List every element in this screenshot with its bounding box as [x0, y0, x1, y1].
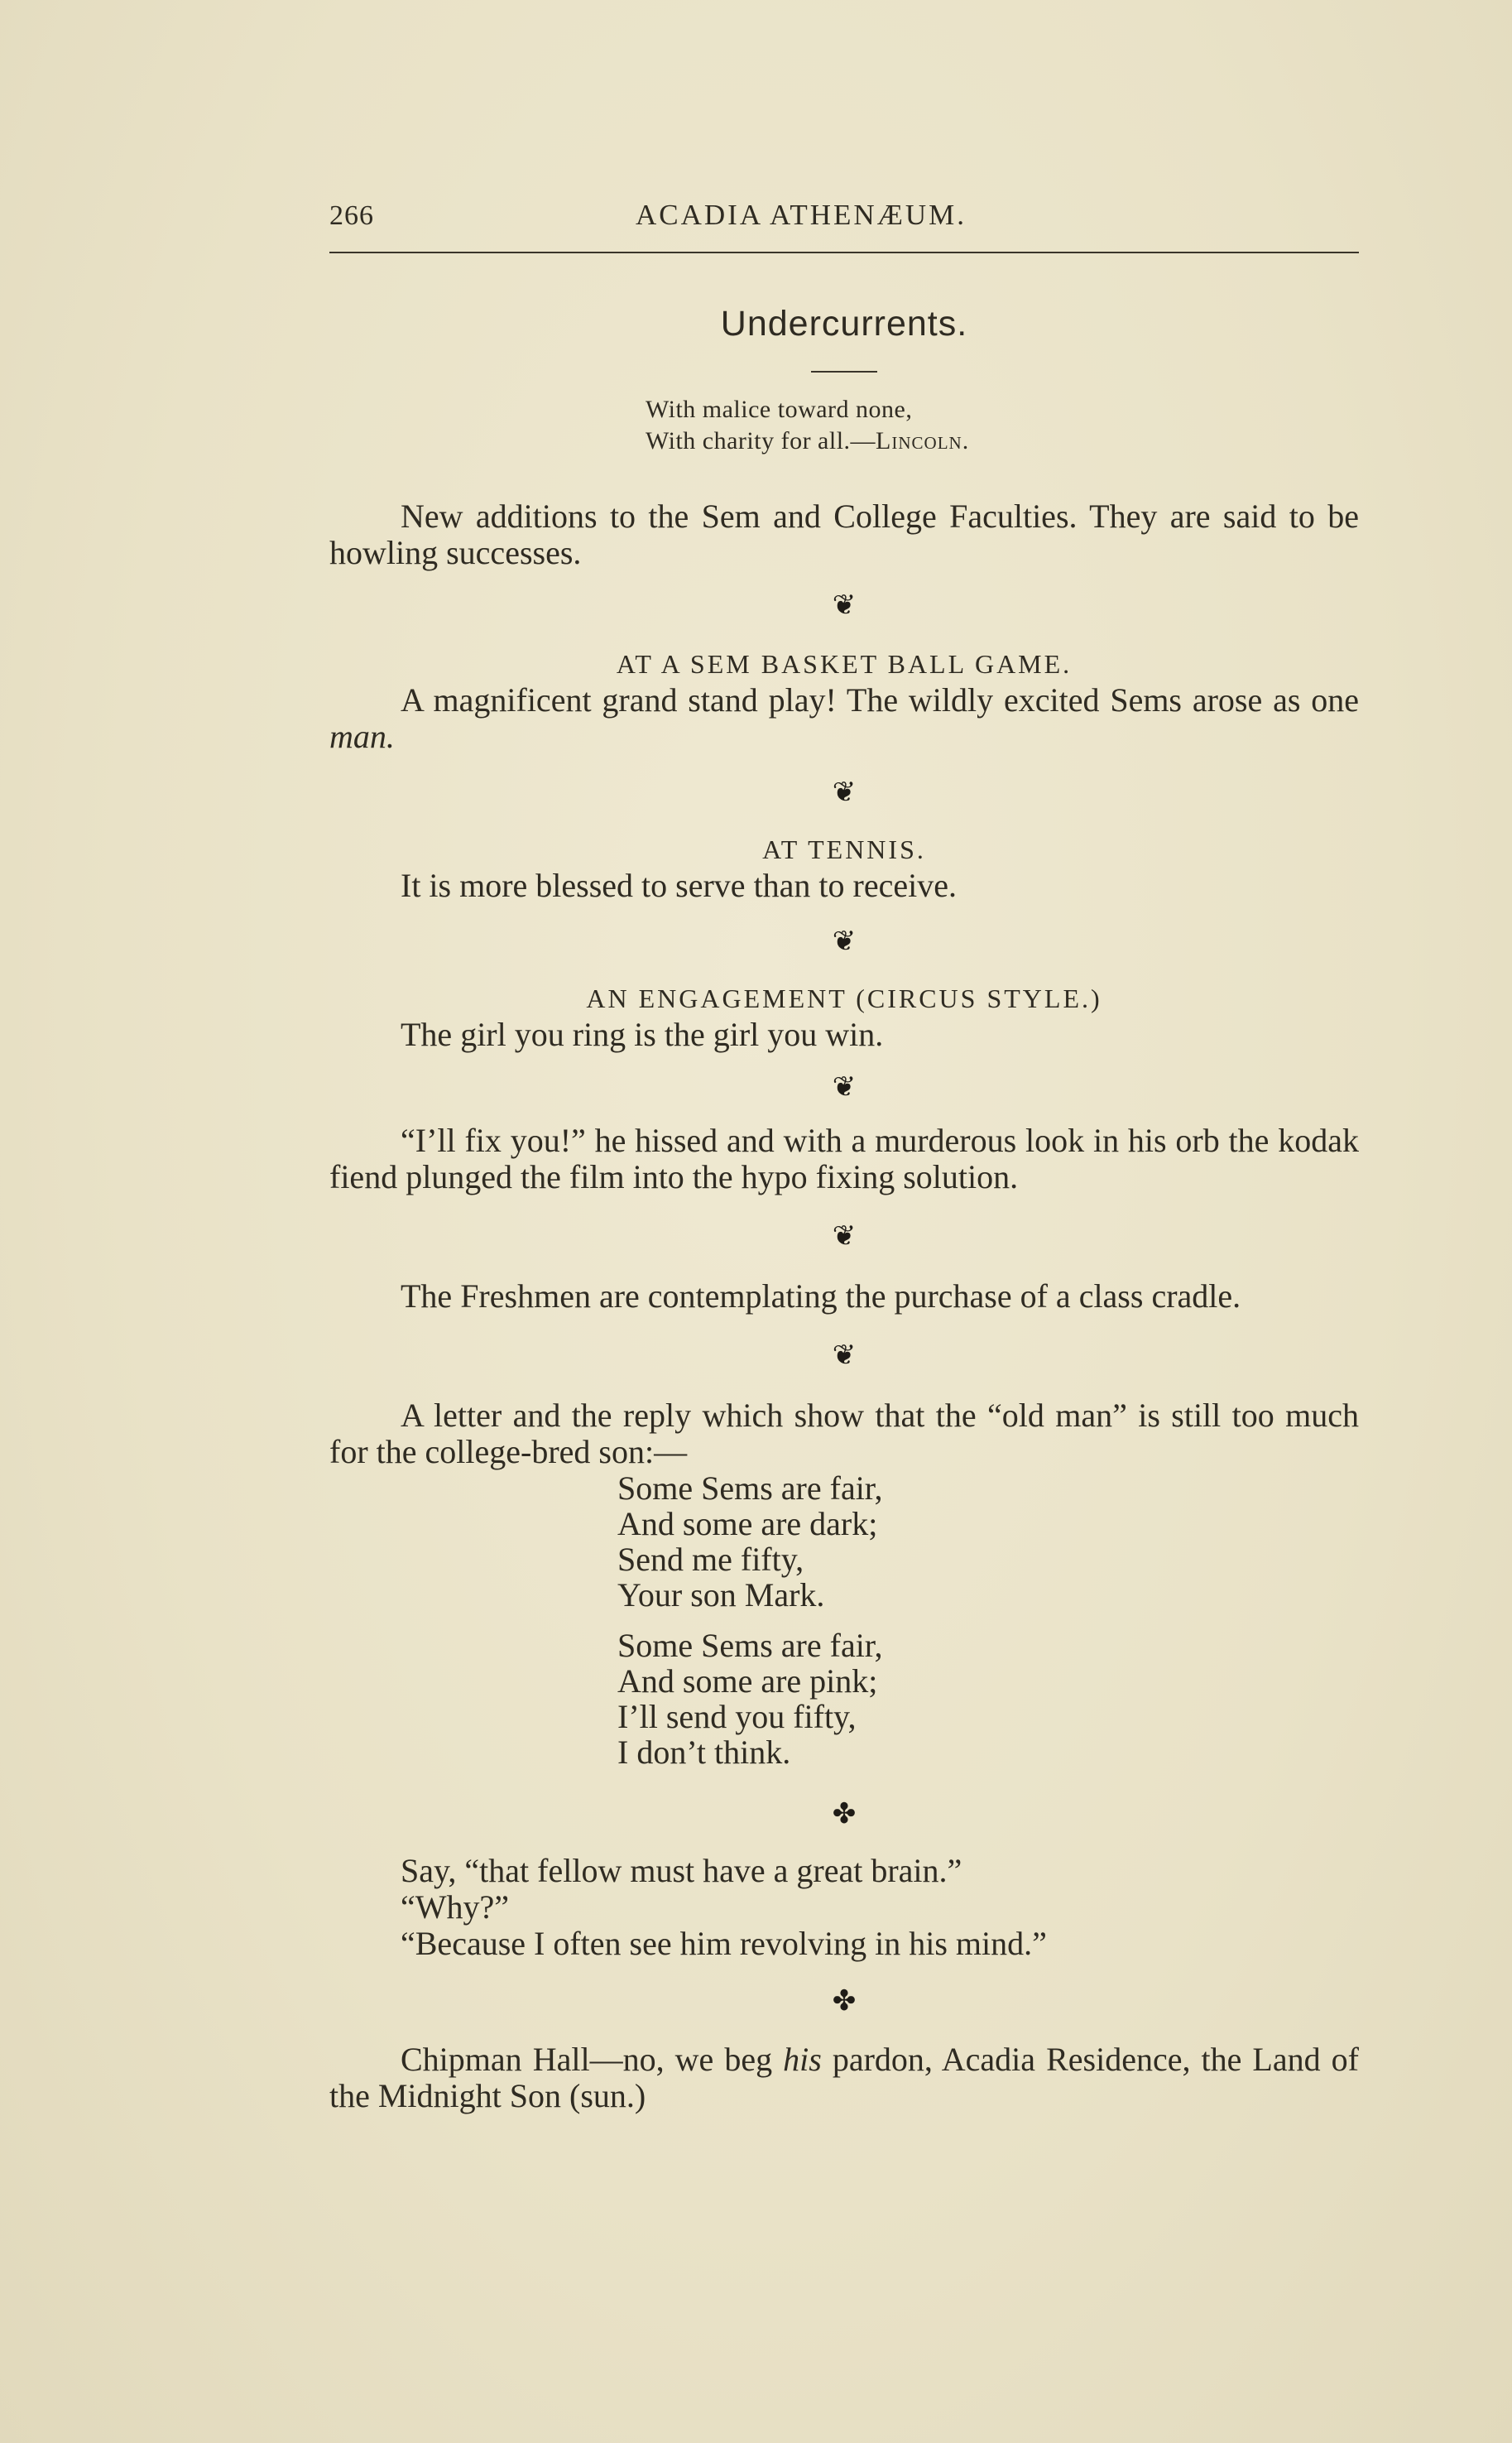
leaf-divider-icon: ❦	[832, 1072, 857, 1103]
epigraph	[646, 394, 1359, 457]
fleuron-divider-icon: ✤	[832, 1986, 857, 2017]
chipman-text-b: pardon, Acadia Residence, the Land of the Midnight Son (sun.)	[329, 2041, 1359, 2114]
verse-stanza-2	[617, 1628, 1359, 1770]
item-tennis: It is more blessed to serve than to receive.	[401, 867, 957, 904]
item-freshmen: The Freshmen are contemplating the purchase of a class cradle.	[401, 1277, 1241, 1315]
brain-line-3: “Because I often see him revolving in his mind.”	[401, 1925, 1047, 1962]
verse-line: Your son Mark.	[617, 1576, 825, 1613]
page-header	[329, 199, 1359, 252]
verse-line: And some are pink;	[617, 1662, 878, 1700]
heading-engagement: AN ENGAGEMENT (CIRCUS STYLE.)	[586, 983, 1102, 1013]
running-head: ACADIA ATHENÆUM.	[636, 199, 967, 231]
item-engagement: The girl you ring is the girl you win.	[401, 1016, 884, 1053]
item-letter-intro: A letter and the reply which show that the “old man” is still too much for the college-bred son:—	[329, 1397, 1359, 1470]
chipman-emphasis: his	[783, 2041, 822, 2078]
header-rule	[329, 252, 1359, 253]
verse-stanza-1	[617, 1470, 1359, 1613]
page-content	[329, 199, 1359, 2114]
item-basket-ball	[329, 682, 1359, 755]
item-kodak: “I’ll fix you!” he hissed and with a murderous look in his orb the kodak fiend plunged the film into the hypo fixing solution.	[329, 1122, 1359, 1195]
verse-line: Some Sems are fair,	[617, 1469, 883, 1507]
epigraph-line-2	[646, 426, 1359, 457]
chipman-text-a: Chipman Hall—no, we beg	[401, 2041, 784, 2078]
brain-line-2: “Why?”	[401, 1888, 510, 1926]
verse-line: I’ll send you fifty,	[617, 1698, 857, 1735]
epigraph-line-2-text: With charity for all.—	[646, 427, 876, 454]
verse-line: Some Sems are fair,	[617, 1627, 883, 1664]
fleuron-divider-icon: ✤	[832, 1799, 857, 1830]
letter-verse	[617, 1470, 1359, 1770]
leaf-divider-icon: ❦	[832, 926, 857, 957]
brain-line-1: Say, “that fellow must have a great brain.”	[401, 1852, 962, 1889]
leaf-divider-icon: ❦	[832, 1221, 857, 1252]
epigraph-line-1: With malice toward none,	[646, 396, 913, 423]
heading-basket-ball: AT A SEM BASKET BALL GAME.	[616, 649, 1073, 679]
article-title: Undercurrents.	[720, 304, 968, 344]
basket-text: A magnificent grand stand play! The wildly excited Sems arose as one	[401, 681, 1359, 719]
leaf-divider-icon: ❦	[832, 590, 857, 621]
verse-line: I don’t think.	[617, 1734, 791, 1771]
title-rule	[811, 371, 877, 373]
verse-line: Send me fifty,	[617, 1541, 804, 1578]
heading-tennis: AT TENNIS.	[762, 834, 926, 864]
epigraph-author: Lincoln.	[876, 427, 970, 454]
page-number: 266	[329, 200, 374, 231]
verse-line: And some are dark;	[617, 1505, 878, 1542]
item-faculties: New additions to the Sem and College Faculties. They are said to be howling successes.	[329, 498, 1359, 571]
leaf-divider-icon: ❦	[832, 1340, 857, 1371]
leaf-divider-icon: ❦	[832, 777, 857, 808]
item-brain	[329, 1853, 1359, 1962]
item-chipman	[329, 2041, 1359, 2114]
basket-text-emphasis: man.	[329, 718, 395, 755]
